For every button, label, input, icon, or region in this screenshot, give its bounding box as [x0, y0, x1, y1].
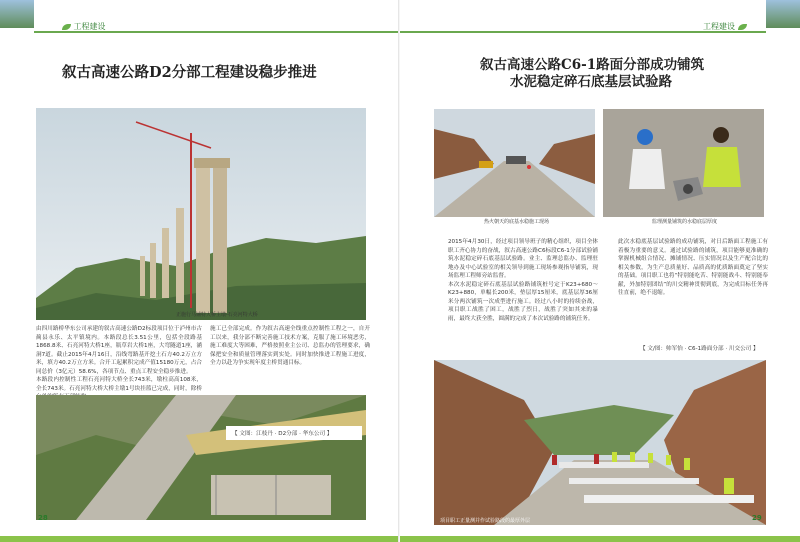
page-number: 29	[752, 514, 762, 522]
section-label-text: 工程建设	[703, 22, 735, 31]
photo-caption-a: 热火朝天的底基水稳施工现场	[484, 219, 550, 225]
construction-photo	[36, 395, 366, 520]
workers-road-photo	[434, 360, 766, 525]
section-label	[703, 21, 747, 32]
page-number: 28	[38, 514, 48, 522]
article-source: 【 文图：江枝丹 · D2分部 · 华东公司 】	[232, 431, 333, 437]
right-page	[400, 0, 800, 542]
header-thumbnail	[0, 0, 34, 28]
leaf-icon	[62, 24, 71, 30]
article-title-line-2: 水泥稳定碎石底基层试验路	[510, 74, 672, 90]
article-title: 叙古高速公路D2分部工程建设稳步推进	[62, 64, 317, 81]
leaf-icon	[738, 24, 747, 30]
header-thumbnail	[766, 0, 800, 28]
article-title-line-1: 叙古高速公路C6-1路面分部成功铺筑	[480, 57, 705, 73]
footer-bar	[400, 536, 800, 542]
photo-caption: 正施行马铺特大桥主墩-石亮河特大桥	[176, 312, 258, 318]
paving-site-photo	[434, 109, 595, 217]
body-column-1: 2015年4月30日，经过项目领导班子的精心组织，项目全体职工齐心协力的奋战，叙古高速公路C6标段C6-1分部试验铺筑水泥稳定碎石底基层试验路。业主、监理总监办、监理驻地办及中心试验室的相关领导到施工现场参观指导铺筑，现场监理工程师旁站监督。 本次水泥稳定碎石底基层试验路铺筑桩号定于K23+680～K23+880，单幅长200米，垫层厚15厘米，底基层厚36厘米分两次铺筑一次成型进行施工。经过八小时的持续奋战，项目职工战胜了困工，战胜了烈日，战胜了突如其来的暴雨，最终大获全胜，圆满的完成了本次试验路的铺筑任务。	[448, 239, 598, 322]
bottom-photo-caption: 项目职工正量测并作试验路段的最厚外层	[440, 518, 531, 524]
bridge-photo	[36, 108, 366, 320]
section-label-text: 工程建设	[73, 22, 106, 31]
footer-bar	[0, 536, 400, 542]
photo-caption-b: 监理测量铺筑的水稳底层厚度	[652, 219, 718, 225]
body-column-2: 此次水稳底基层试验路的成功铺筑，对日后路面工程施工有着极为重要的意义。通过试验路的铺筑，项目能够更准确的掌握机械组合情况、摊铺情况、压实情况以及生产配合比的相关参数，为生产总质量好、品质高的优质路面奠定了坚实的基础。项目职工也将“特别能吃苦、特别能战斗、特别能奉献，外加特别团结”的川交精神贯彻到底，为完成目标任务再往直前，绝不退缩。	[618, 239, 768, 296]
article-source: 【 文/图：帅军怡 · C6-1路面分部 · 川交公司 】	[640, 346, 759, 352]
body-column-2: 施工已全部完成。作为叙古高速全线重点控制性工程之一，自开工以来，我分部不断完善施工技术方案，克服了施工环境恶劣，施工难度大等困难，严格按照业主公司、总监办的管理要求，确保把安全和质量管理落实到实处。同时加快推进工程施工进度，全力以赴为争实现年度主桥贯通目标。	[210, 326, 370, 366]
section-label	[62, 21, 106, 32]
body-column-1: 由四川路桥华东公司承建的叙古高速公路D2标段项目位于泸州市古蔺县永乐、太平镇境内。本路段总长3.51公里，包括全段路基1868.8米、石亮河特大桥1座，瓶草岩大桥1座，大弯隧道1座，涵洞7道。截止2015年4月16日，沿线弯路基开挖土石方40.2万立方米，填方40.2万立方米。合开工起累积完成产值15180万元，占合同总价（3亿元）58.6%，各项节点、重点工程安全稳步推进。 本路段内控制性工程石亮河特大桥全长743米，墩柱高高108米，全长743米。石亮河特大桥大桥主墩1号块挂篮已完成，同时，除桥	[36, 326, 202, 392]
inspection-photo	[603, 109, 764, 217]
